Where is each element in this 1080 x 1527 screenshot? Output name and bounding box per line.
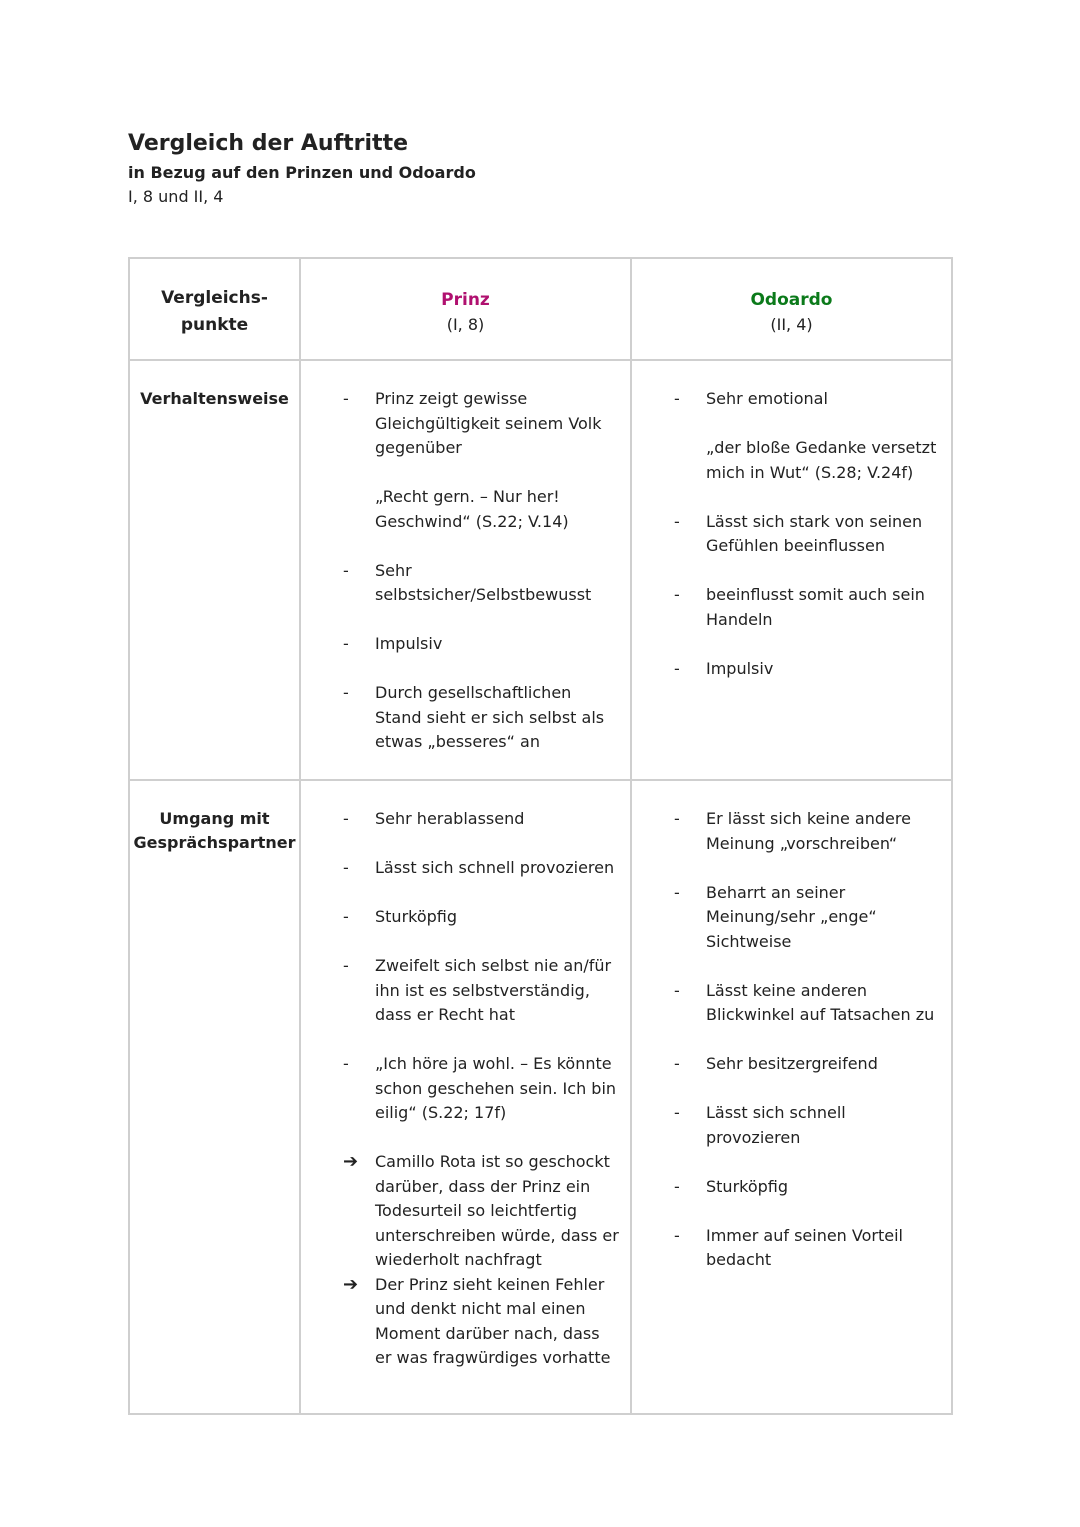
prinz-cell [300, 780, 631, 1414]
bullet-marker: - [674, 585, 680, 604]
list-item [301, 807, 620, 832]
prinz-cell [300, 360, 631, 780]
criteria-header-line1: Vergleichs- [161, 288, 268, 308]
list-item-text: Immer auf seinen Vorteil bedacht [706, 1225, 903, 1269]
list-item [301, 559, 620, 608]
prinz-scene-ref: (I, 8) [446, 315, 485, 334]
bullet-marker: - [674, 1103, 680, 1122]
list-item [632, 1101, 941, 1150]
odoardo-list [632, 781, 951, 1273]
list-item [301, 681, 620, 755]
row-label-line2: Gesprächspartner [133, 833, 296, 852]
bullet-marker: - [674, 1225, 680, 1245]
list-item-text: Camillo Rota ist so geschockt darüber, dass der Prinz ein Todesurteil so leichtfertig unterschreiben würde, dass er wiederholt nachfragt [375, 1152, 619, 1269]
list-item-text: Prinz zeigt gewisse Gleichgültigkeit seinem Volk gegenüber [375, 389, 602, 457]
row-label-cell [129, 780, 300, 1414]
list-item-text: Zweifelt sich selbst nie an/für ihn ist es selbstverständig, dass er Recht hat [375, 956, 612, 1024]
list-item-text: beeinflusst somit auch sein Handeln [706, 585, 925, 629]
list-item [632, 1175, 941, 1200]
list-item [301, 856, 620, 881]
list-item-text: „der bloße Gedanke versetzt mich in Wut“ (S.28; V.24f) [706, 438, 937, 482]
list-item-text: Er lässt sich keine andere Meinung „vorschreiben“ [706, 809, 911, 853]
bullet-marker: - [674, 882, 680, 902]
bullet-marker: - [343, 907, 349, 926]
list-item-text: „Recht gern. – Nur her! Geschwind“ (S.22; V.14) [375, 487, 569, 531]
bullet-marker: - [343, 389, 349, 408]
list-item [632, 387, 941, 412]
list-item-text: Impulsiv [706, 658, 774, 678]
list-item [632, 1224, 941, 1273]
list-item-text: Beharrt an seiner Meinung/sehr „enge“ Sichtweise [706, 882, 877, 951]
odoardo-list [632, 361, 951, 681]
list-item [301, 905, 620, 930]
table-header-row [129, 258, 952, 360]
row-label-line1: Umgang mit [159, 809, 270, 828]
list-item-text: Sehr besitzergreifend [706, 1054, 878, 1073]
table-row [129, 360, 952, 780]
list-item [632, 881, 941, 955]
odoardo-header [631, 258, 952, 360]
bullet-marker: - [343, 809, 349, 828]
bullet-marker: - [674, 658, 680, 678]
table-row [129, 780, 952, 1414]
prinz-header [300, 258, 631, 360]
bullet-marker: - [343, 560, 349, 580]
row-label: Verhaltensweise [140, 389, 289, 408]
bullet-marker: - [343, 858, 349, 877]
odoardo-cell [631, 360, 952, 780]
bullet-marker: - [343, 956, 349, 975]
list-item [301, 1273, 620, 1371]
bullet-marker: - [674, 1176, 680, 1196]
list-item [632, 1052, 941, 1077]
prinz-list [301, 361, 630, 755]
list-item-text: Lässt sich stark von seinen Gefühlen beeinflussen [706, 511, 923, 555]
document-title: Vergleich der Auftritte [128, 131, 409, 156]
bullet-marker: - [674, 389, 680, 408]
list-item-text: Sehr emotional [706, 389, 828, 408]
scene-reference: I, 8 und II, 4 [128, 187, 224, 206]
list-item-text: Durch gesellschaftlichen Stand sieht er sich selbst als etwas „besseres“ an [375, 683, 605, 751]
list-item-text: Lässt sich schnell provozieren [375, 858, 615, 877]
list-item [301, 1150, 620, 1273]
list-item [632, 807, 941, 856]
list-item-text: Lässt keine anderen Blickwinkel auf Tatsachen zu [706, 980, 935, 1024]
odoardo-scene-ref: (II, 4) [770, 315, 813, 334]
odoardo-name: Odoardo [750, 290, 833, 310]
list-item [301, 954, 620, 1028]
bullet-marker: - [674, 980, 680, 1000]
row-label-cell [129, 360, 300, 780]
bullet-marker: - [674, 511, 680, 531]
document-subtitle: in Bezug auf den Prinzen und Odoardo [128, 163, 476, 182]
list-item-text: Sturköpfig [706, 1176, 789, 1196]
list-item-text: Lässt sich schnell provozieren [706, 1103, 846, 1147]
list-item [632, 436, 941, 485]
bullet-marker: - [343, 1054, 349, 1073]
arrow-icon: ➔ [343, 1273, 359, 1295]
prinz-name: Prinz [441, 290, 490, 310]
list-item [301, 1052, 620, 1126]
list-item [632, 657, 941, 682]
criteria-header-line2: punkte [180, 315, 249, 335]
list-item-text: Sturköpfig [375, 907, 458, 926]
list-item [632, 583, 941, 632]
list-item [301, 387, 620, 461]
comparison-table [128, 257, 953, 1415]
bullet-marker: - [674, 1054, 680, 1073]
prinz-list [301, 781, 630, 1371]
bullet-marker: - [343, 683, 349, 702]
list-item-text: Sehr herablassend [375, 809, 525, 828]
document-header [128, 130, 476, 208]
odoardo-cell [631, 780, 952, 1414]
bullet-marker: - [674, 809, 680, 828]
list-item [301, 485, 620, 534]
list-item [632, 979, 941, 1028]
arrow-icon: ➔ [343, 1151, 359, 1172]
list-item-text: „Ich höre ja wohl. – Es könnte schon geschehen sein. Ich bin eilig“ (S.22; 17f) [375, 1054, 617, 1122]
list-item-text: Sehr selbstsicher/Selbstbewusst [375, 560, 592, 604]
list-item-text: Impulsiv [375, 634, 443, 653]
list-item [301, 632, 620, 657]
list-item [632, 510, 941, 559]
bullet-marker: - [343, 634, 349, 653]
criteria-header [129, 258, 300, 360]
list-item-text: Der Prinz sieht keinen Fehler und denkt nicht mal einen Moment darüber nach, dass er was fragwürdiges vorhatte [375, 1274, 611, 1367]
